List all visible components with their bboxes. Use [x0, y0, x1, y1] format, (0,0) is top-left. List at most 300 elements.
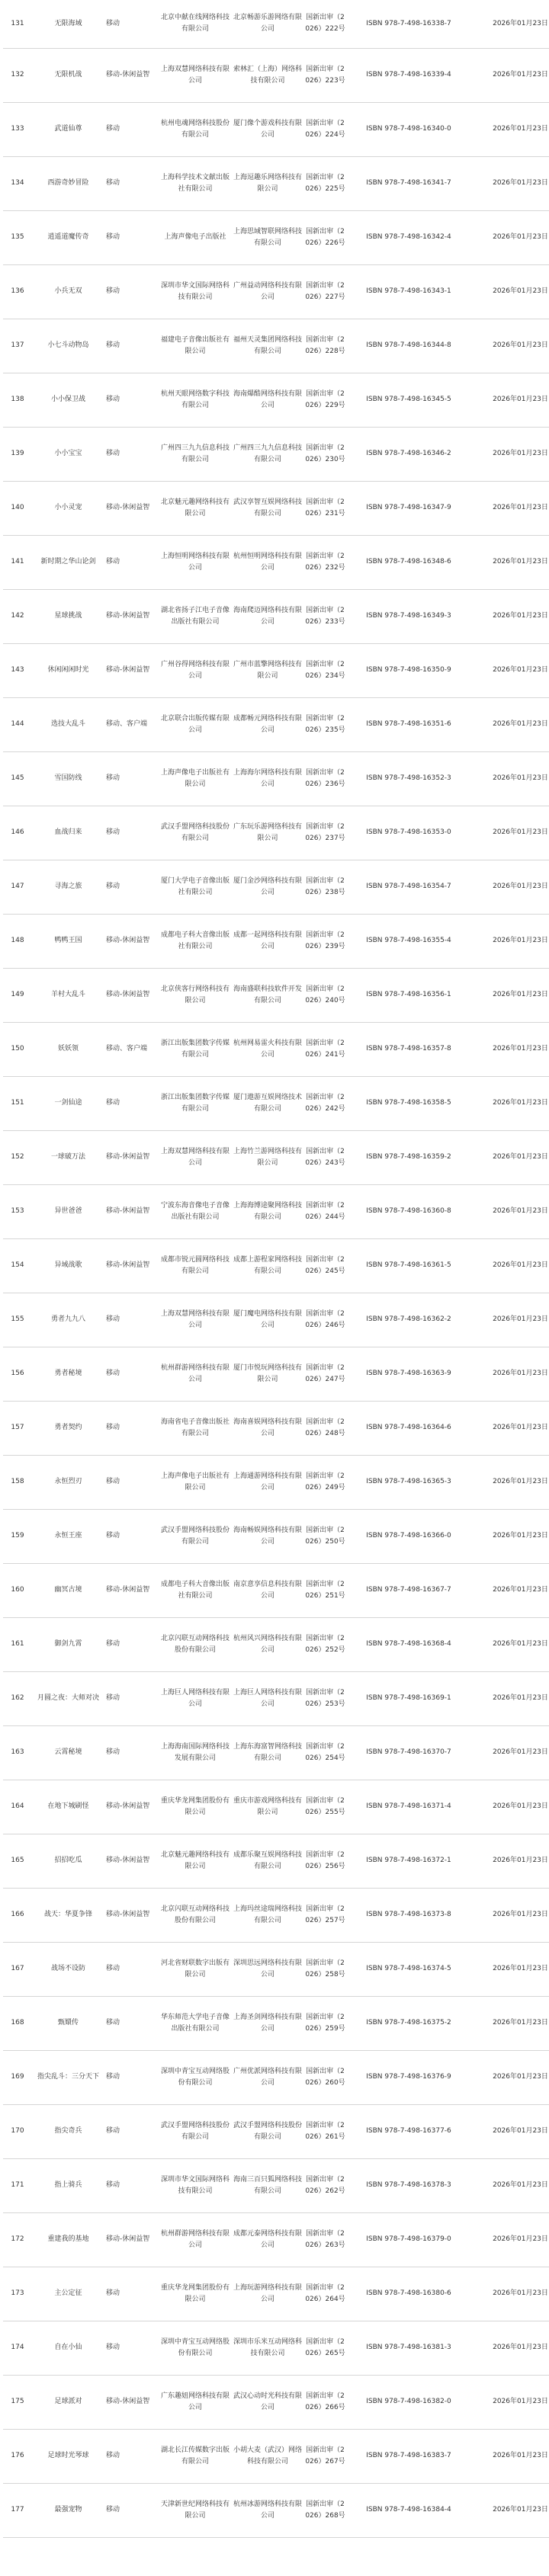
game-type: 移动 — [104, 1076, 159, 1130]
game-name: 新时期之华山论剑 — [32, 535, 104, 589]
operator-name: 广州益动网络科技有限公司 — [232, 264, 303, 319]
approval-number: 国新出审（2026）222号 — [303, 0, 347, 48]
approval-date: 2026年01月23日 — [470, 589, 549, 643]
table-row — [3, 968, 549, 1022]
game-name: 雪国防线 — [32, 751, 104, 806]
approval-date: 2026年01月23日 — [470, 2050, 549, 2104]
row-index: 175 — [3, 2375, 32, 2429]
isbn-number: ISBN 978-7-498-16350-9 — [347, 643, 470, 697]
table-row — [3, 319, 549, 373]
operator-name: 杭州风兴网络科技有限公司 — [232, 1617, 303, 1671]
approval-number: 国新出审（2026）230号 — [303, 427, 347, 481]
table-row — [3, 1780, 549, 1834]
game-type: 移动-休闲益智 — [104, 2375, 159, 2429]
isbn-number: ISBN 978-7-498-16352-3 — [347, 751, 470, 806]
game-name: 战场不设防 — [32, 1942, 104, 1996]
table-row — [3, 2483, 549, 2537]
approval-date: 2026年01月23日 — [470, 481, 549, 535]
game-name: 指上骑兵 — [32, 2158, 104, 2212]
approval-number: 国新出审（2026）241号 — [303, 1022, 347, 1076]
game-name: 逍遥道魔传奇 — [32, 210, 104, 264]
isbn-number: ISBN 978-7-498-16364-6 — [347, 1401, 470, 1455]
approval-number: 国新出审（2026）264号 — [303, 2267, 347, 2321]
approval-date: 2026年01月23日 — [470, 1888, 549, 1942]
operator-name: 杭州冰游网络科技有限公司 — [232, 2483, 303, 2537]
publisher-name: 华东师范大学电子音像出版社有限公司 — [159, 1996, 232, 2050]
approval-number: 国新出审（2026）254号 — [303, 1725, 347, 1780]
table-row — [3, 1671, 549, 1725]
isbn-number: ISBN 978-7-498-16368-4 — [347, 1617, 470, 1671]
game-type: 移动 — [104, 2429, 159, 2483]
game-type: 移动 — [104, 751, 159, 806]
approval-number: 国新出审（2026）262号 — [303, 2158, 347, 2212]
row-index: 146 — [3, 806, 32, 860]
approval-number: 国新出审（2026）243号 — [303, 1130, 347, 1184]
game-name: 无限海域 — [32, 0, 104, 48]
approval-date: 2026年01月23日 — [470, 156, 549, 210]
publisher-name: 杭州群游网络科技有限公司 — [159, 2212, 232, 2267]
publisher-name: 北京侠客行网络科技有限公司 — [159, 968, 232, 1022]
game-type: 移动 — [104, 210, 159, 264]
publisher-name: 武汉手盟网络科技股份有限公司 — [159, 1509, 232, 1563]
table-row — [3, 643, 549, 697]
publisher-name: 北京中献在线网络科技有限公司 — [159, 0, 232, 48]
game-name: 休闲闲闲时光 — [32, 643, 104, 697]
row-index: 173 — [3, 2267, 32, 2321]
game-name: 甄嬛传 — [32, 1996, 104, 2050]
publisher-name: 广州谷得网络科技有限公司 — [159, 643, 232, 697]
game-type: 移动 — [104, 156, 159, 210]
operator-name: 上海思域智联网络科技有限公司 — [232, 210, 303, 264]
operator-name: 海南爬迈网络科技有限公司 — [232, 589, 303, 643]
game-type: 移动、客户端 — [104, 697, 159, 751]
publisher-name: 湖北长江传媒数字出版有限公司 — [159, 2429, 232, 2483]
table-row — [3, 1942, 549, 1996]
row-index: 155 — [3, 1293, 32, 1347]
game-name: 一球破万法 — [32, 1130, 104, 1184]
row-index: 134 — [3, 156, 32, 210]
approval-date: 2026年01月23日 — [470, 1617, 549, 1671]
row-index: 150 — [3, 1022, 32, 1076]
approval-date: 2026年01月23日 — [470, 1780, 549, 1834]
game-name: 最强宠物 — [32, 2483, 104, 2537]
approval-date: 2026年01月23日 — [470, 264, 549, 319]
game-type: 移动 — [104, 427, 159, 481]
operator-name: 广州市蓝擎网络科技有限公司 — [232, 643, 303, 697]
game-type: 移动-休闲益智 — [104, 1238, 159, 1293]
isbn-number: ISBN 978-7-498-16361-5 — [347, 1238, 470, 1293]
approval-date: 2026年01月23日 — [470, 1347, 549, 1401]
publisher-name: 成都电子科大音像出版社有限公司 — [159, 914, 232, 968]
game-name: 云霄秘境 — [32, 1725, 104, 1780]
approval-date: 2026年01月23日 — [470, 2267, 549, 2321]
game-name: 鸭鸭王国 — [32, 914, 104, 968]
approval-date: 2026年01月23日 — [470, 2483, 549, 2537]
approval-date: 2026年01月23日 — [470, 2321, 549, 2375]
table-row — [3, 1293, 549, 1347]
publisher-name: 杭州天眼网络数字科技有限公司 — [159, 373, 232, 427]
isbn-number: ISBN 978-7-498-16382-0 — [347, 2375, 470, 2429]
approval-number: 国新出审（2026）233号 — [303, 589, 347, 643]
approval-number: 国新出审（2026）238号 — [303, 860, 347, 914]
game-type: 移动 — [104, 1293, 159, 1347]
table-row — [3, 860, 549, 914]
isbn-number: ISBN 978-7-498-16359-2 — [347, 1130, 470, 1184]
approval-date: 2026年01月23日 — [470, 1942, 549, 1996]
table-row — [3, 1130, 549, 1184]
operator-name: 广州优派网络科技有限公司 — [232, 2050, 303, 2104]
approval-date: 2026年01月23日 — [470, 373, 549, 427]
publisher-name: 浙江出版集团数字传媒有限公司 — [159, 1022, 232, 1076]
publisher-name: 重庆华龙网集团股份有限公司 — [159, 2267, 232, 2321]
publisher-name: 北京闪联互动网络科技股份有限公司 — [159, 1617, 232, 1671]
operator-name: 成都一起网络科技有限公司 — [232, 914, 303, 968]
game-type: 移动 — [104, 264, 159, 319]
approval-number: 国新出审（2026）255号 — [303, 1780, 347, 1834]
isbn-number: ISBN 978-7-498-16367-7 — [347, 1563, 470, 1617]
publisher-name: 深圳中青宝互动网络股份有限公司 — [159, 2321, 232, 2375]
table-row — [3, 102, 549, 156]
approval-date: 2026年01月23日 — [470, 1076, 549, 1130]
approval-date: 2026年01月23日 — [470, 860, 549, 914]
table-row — [3, 2267, 549, 2321]
isbn-number: ISBN 978-7-498-16383-7 — [347, 2429, 470, 2483]
game-type: 移动 — [104, 806, 159, 860]
operator-name: 成都畅元网络科技有限公司 — [232, 697, 303, 751]
row-index: 158 — [3, 1455, 32, 1509]
publisher-name: 上海巨人网络科技有限公司 — [159, 1671, 232, 1725]
publisher-name: 厦门大学电子音像出版社有限公司 — [159, 860, 232, 914]
approval-number: 国新出审（2026）258号 — [303, 1942, 347, 1996]
isbn-number: ISBN 978-7-498-16346-2 — [347, 427, 470, 481]
row-index: 172 — [3, 2212, 32, 2267]
row-index: 141 — [3, 535, 32, 589]
game-type: 移动-休闲益智 — [104, 589, 159, 643]
game-type: 移动、客户端 — [104, 1022, 159, 1076]
approval-number: 国新出审（2026）268号 — [303, 2483, 347, 2537]
game-name: 幽冥古境 — [32, 1563, 104, 1617]
game-name: 御剑九霄 — [32, 1617, 104, 1671]
isbn-number: ISBN 978-7-498-16369-1 — [347, 1671, 470, 1725]
game-name: 妖妖领 — [32, 1022, 104, 1076]
isbn-number: ISBN 978-7-498-16342-4 — [347, 210, 470, 264]
game-type: 移动 — [104, 1347, 159, 1401]
table-row — [3, 1509, 549, 1563]
isbn-number: ISBN 978-7-498-16384-4 — [347, 2483, 470, 2537]
table-row — [3, 210, 549, 264]
game-name: 招招吃瓜 — [32, 1834, 104, 1888]
approval-number: 国新出审（2026）245号 — [303, 1238, 347, 1293]
operator-name: 武汉手盟网络科技股份有限公司 — [232, 2104, 303, 2158]
operator-name: 福州天灵集团网络科技有限公司 — [232, 319, 303, 373]
operator-name: 海南三百只狐网络科技有限公司 — [232, 2158, 303, 2212]
approval-number: 国新出审（2026）257号 — [303, 1888, 347, 1942]
game-name: 指尖奇兵 — [32, 2104, 104, 2158]
row-index: 165 — [3, 1834, 32, 1888]
approval-date: 2026年01月23日 — [470, 2104, 549, 2158]
game-name: 在地下城刷怪 — [32, 1780, 104, 1834]
row-index: 161 — [3, 1617, 32, 1671]
publisher-name: 杭州群游网络科技有限公司 — [159, 1347, 232, 1401]
operator-name: 上海海尔网络科技有限公司 — [232, 751, 303, 806]
row-index: 147 — [3, 860, 32, 914]
operator-name: 重庆市游戏网络科技有限公司 — [232, 1780, 303, 1834]
publisher-name: 广州四三九九信息科技有限公司 — [159, 427, 232, 481]
game-name: 羊村大乱斗 — [32, 968, 104, 1022]
game-type: 移动-休闲益智 — [104, 968, 159, 1022]
operator-name: 上海海博途聚网络科技有限公司 — [232, 1184, 303, 1238]
operator-name: 厦门魔电网络科技有限公司 — [232, 1293, 303, 1347]
approval-number: 国新出审（2026）249号 — [303, 1455, 347, 1509]
operator-name: 武汉享智互娱网络科技有限公司 — [232, 481, 303, 535]
publisher-name: 深圳中青宝互动网络股份有限公司 — [159, 2050, 232, 2104]
row-index: 168 — [3, 1996, 32, 2050]
approval-number: 国新出审（2026）253号 — [303, 1671, 347, 1725]
approval-date: 2026年01月23日 — [470, 102, 549, 156]
publisher-name: 上海科学技术文献出版社有限公司 — [159, 156, 232, 210]
approval-number: 国新出审（2026）267号 — [303, 2429, 347, 2483]
approval-date: 2026年01月23日 — [470, 643, 549, 697]
approval-number: 国新出审（2026）247号 — [303, 1347, 347, 1401]
game-type: 移动-休闲益智 — [104, 1563, 159, 1617]
isbn-number: ISBN 978-7-498-16344-8 — [347, 319, 470, 373]
table-row — [3, 1834, 549, 1888]
row-index: 169 — [3, 2050, 32, 2104]
publisher-name: 深圳市华文国际网络科技有限公司 — [159, 2158, 232, 2212]
publisher-name: 成都电子科大音像出版社有限公司 — [159, 1563, 232, 1617]
approval-number: 国新出审（2026）228号 — [303, 319, 347, 373]
table-row — [3, 156, 549, 210]
operator-name: 厦门像个游戏科技有限公司 — [232, 102, 303, 156]
isbn-number: ISBN 978-7-498-16363-9 — [347, 1347, 470, 1401]
game-type: 移动 — [104, 0, 159, 48]
isbn-number: ISBN 978-7-498-16371-4 — [347, 1780, 470, 1834]
publisher-name: 上海双慧网络科技有限公司 — [159, 48, 232, 102]
approval-date: 2026年01月23日 — [470, 914, 549, 968]
approval-date: 2026年01月23日 — [470, 1671, 549, 1725]
operator-name: 厦门遨游互娱网络技术有限公司 — [232, 1076, 303, 1130]
publisher-name: 上海声像电子出版社有限公司 — [159, 1455, 232, 1509]
game-type: 移动-休闲益智 — [104, 643, 159, 697]
operator-name: 武汉心动时光科技有限公司 — [232, 2375, 303, 2429]
approval-number: 国新出审（2026）234号 — [303, 643, 347, 697]
row-index: 171 — [3, 2158, 32, 2212]
approval-date: 2026年01月23日 — [470, 427, 549, 481]
approval-list-table — [3, 0, 549, 2538]
approval-date: 2026年01月23日 — [470, 1130, 549, 1184]
publisher-name: 上海声像电子出版社有限公司 — [159, 751, 232, 806]
operator-name: 深圳市乐米互动网络科技有限公司 — [232, 2321, 303, 2375]
game-name: 勇者秘境 — [32, 1347, 104, 1401]
game-type: 移动 — [104, 373, 159, 427]
publisher-name: 上海海南国际网络科技发展有限公司 — [159, 1725, 232, 1780]
approval-date: 2026年01月23日 — [470, 1401, 549, 1455]
approval-number: 国新出审（2026）256号 — [303, 1834, 347, 1888]
approval-date: 2026年01月23日 — [470, 1725, 549, 1780]
table-row — [3, 1725, 549, 1780]
approval-number: 国新出审（2026）250号 — [303, 1509, 347, 1563]
operator-name: 海南畅娱网络科技有限公司 — [232, 1509, 303, 1563]
game-name: 勇者契约 — [32, 1401, 104, 1455]
operator-name: 上海逗趣乐网络科技有限公司 — [232, 156, 303, 210]
approval-number: 国新出审（2026）261号 — [303, 2104, 347, 2158]
operator-name: 上海东海富智网络科技有限公司 — [232, 1725, 303, 1780]
row-index: 138 — [3, 373, 32, 427]
table-row — [3, 2158, 549, 2212]
operator-name: 杭州网易雷火科技有限公司 — [232, 1022, 303, 1076]
isbn-number: ISBN 978-7-498-16347-9 — [347, 481, 470, 535]
publisher-name: 上海恒明网络科技有限公司 — [159, 535, 232, 589]
approval-list-body — [3, 0, 549, 2537]
row-index: 143 — [3, 643, 32, 697]
game-type: 移动 — [104, 860, 159, 914]
operator-name: 上海竹兰游网络科技有限公司 — [232, 1130, 303, 1184]
approval-number: 国新出审（2026）266号 — [303, 2375, 347, 2429]
publisher-name: 广东趣妞网络科技有限公司 — [159, 2375, 232, 2429]
game-type: 移动-休闲益智 — [104, 481, 159, 535]
game-type: 移动 — [104, 1671, 159, 1725]
game-type: 移动 — [104, 1725, 159, 1780]
approval-number: 国新出审（2026）226号 — [303, 210, 347, 264]
game-type: 移动-休闲益智 — [104, 1130, 159, 1184]
approval-date: 2026年01月23日 — [470, 1455, 549, 1509]
operator-name: 海南盛联科技软件开发有限公司 — [232, 968, 303, 1022]
approval-number: 国新出审（2026）252号 — [303, 1617, 347, 1671]
publisher-name: 宁波东海音像电子音像出版社有限公司 — [159, 1184, 232, 1238]
table-row — [3, 1617, 549, 1671]
game-name: 战天：华夏争锋 — [32, 1888, 104, 1942]
isbn-number: ISBN 978-7-498-16366-0 — [347, 1509, 470, 1563]
operator-name: 上海圣剑网络科技有限公司 — [232, 1996, 303, 2050]
publisher-name: 上海双慧网络科技有限公司 — [159, 1130, 232, 1184]
game-name: 永恒王座 — [32, 1509, 104, 1563]
game-name: 自在小仙 — [32, 2321, 104, 2375]
approval-date: 2026年01月23日 — [470, 1996, 549, 2050]
game-type: 移动 — [104, 1455, 159, 1509]
approval-number: 国新出审（2026）229号 — [303, 373, 347, 427]
game-type: 移动 — [104, 2321, 159, 2375]
isbn-number: ISBN 978-7-498-16377-6 — [347, 2104, 470, 2158]
approval-date: 2026年01月23日 — [470, 48, 549, 102]
approval-number: 国新出审（2026）239号 — [303, 914, 347, 968]
approval-date: 2026年01月23日 — [470, 0, 549, 48]
approval-date: 2026年01月23日 — [470, 2375, 549, 2429]
operator-name: 深圳思远网络科技有限公司 — [232, 1942, 303, 1996]
game-name: 月圆之夜：大师对决 — [32, 1671, 104, 1725]
row-index: 174 — [3, 2321, 32, 2375]
row-index: 142 — [3, 589, 32, 643]
operator-name: 成都上游程家网络科技有限公司 — [232, 1238, 303, 1293]
publisher-name: 武汉手盟网络科技股份有限公司 — [159, 2104, 232, 2158]
isbn-number: ISBN 978-7-498-16340-0 — [347, 102, 470, 156]
publisher-name: 湖北省扬子江电子音像出版社有限公司 — [159, 589, 232, 643]
game-type: 移动 — [104, 102, 159, 156]
game-name: 足球时光琴球 — [32, 2429, 104, 2483]
approval-date: 2026年01月23日 — [470, 806, 549, 860]
operator-name: 上海通游网络科技有限公司 — [232, 1455, 303, 1509]
game-name: 勇者九九八 — [32, 1293, 104, 1347]
row-index: 133 — [3, 102, 32, 156]
table-row — [3, 1563, 549, 1617]
approval-date: 2026年01月23日 — [470, 2158, 549, 2212]
row-index: 140 — [3, 481, 32, 535]
isbn-number: ISBN 978-7-498-16341-7 — [347, 156, 470, 210]
approval-number: 国新出审（2026）235号 — [303, 697, 347, 751]
approval-date: 2026年01月23日 — [470, 1238, 549, 1293]
publisher-name: 杭州电魂网络科技股份有限公司 — [159, 102, 232, 156]
publisher-name: 重庆华龙网集团股份有限公司 — [159, 1780, 232, 1834]
publisher-name: 武汉手盟网络科技股份有限公司 — [159, 806, 232, 860]
approval-number: 国新出审（2026）248号 — [303, 1401, 347, 1455]
row-index: 156 — [3, 1347, 32, 1401]
approval-date: 2026年01月23日 — [470, 2429, 549, 2483]
publisher-name: 上海双慧网络科技有限公司 — [159, 1293, 232, 1347]
game-name: 异域战歌 — [32, 1238, 104, 1293]
publisher-name: 浙江出版集团数字传媒有限公司 — [159, 1076, 232, 1130]
operator-name: 上海玩游网络科技有限公司 — [232, 2267, 303, 2321]
operator-name: 成都乐聚互娱网络科技有限公司 — [232, 1834, 303, 1888]
approval-number: 国新出审（2026）263号 — [303, 2212, 347, 2267]
row-index: 139 — [3, 427, 32, 481]
table-row — [3, 2104, 549, 2158]
operator-name: 北京畅游乐游网络有限公司 — [232, 0, 303, 48]
table-row — [3, 751, 549, 806]
approval-number: 国新出审（2026）223号 — [303, 48, 347, 102]
table-row — [3, 264, 549, 319]
operator-name: 上海巨人网络科技有限公司 — [232, 1671, 303, 1725]
approval-number: 国新出审（2026）251号 — [303, 1563, 347, 1617]
approval-number: 国新出审（2026）236号 — [303, 751, 347, 806]
game-name: 小兵无双 — [32, 264, 104, 319]
approval-date: 2026年01月23日 — [470, 2212, 549, 2267]
game-name: 一剑仙途 — [32, 1076, 104, 1130]
approval-number: 国新出审（2026）225号 — [303, 156, 347, 210]
approval-number: 国新出审（2026）232号 — [303, 535, 347, 589]
game-type: 移动-休闲益智 — [104, 1888, 159, 1942]
game-type: 移动-休闲益智 — [104, 1780, 159, 1834]
game-name: 主公定征 — [32, 2267, 104, 2321]
row-index: 135 — [3, 210, 32, 264]
isbn-number: ISBN 978-7-498-16374-5 — [347, 1942, 470, 1996]
game-type: 移动-休闲益智 — [104, 1834, 159, 1888]
game-type: 移动-休闲益智 — [104, 1184, 159, 1238]
isbn-number: ISBN 978-7-498-16357-8 — [347, 1022, 470, 1076]
game-name: 异世爸爸 — [32, 1184, 104, 1238]
approval-date: 2026年01月23日 — [470, 1834, 549, 1888]
table-row — [3, 2321, 549, 2375]
row-index: 136 — [3, 264, 32, 319]
table-row — [3, 1238, 549, 1293]
game-type: 移动-休闲益智 — [104, 914, 159, 968]
isbn-number: ISBN 978-7-498-16378-3 — [347, 2158, 470, 2212]
game-name: 星球挑战 — [32, 589, 104, 643]
publisher-name: 北京闪联互动网络科技股份有限公司 — [159, 1888, 232, 1942]
game-type: 移动 — [104, 1509, 159, 1563]
isbn-number: ISBN 978-7-498-16375-2 — [347, 1996, 470, 2050]
row-index: 160 — [3, 1563, 32, 1617]
table-row — [3, 1888, 549, 1942]
row-index: 154 — [3, 1238, 32, 1293]
operator-name: 索林汇（上海）网络科技有限公司 — [232, 48, 303, 102]
publisher-name: 北京魅元趣网络科技有限公司 — [159, 481, 232, 535]
game-type: 移动 — [104, 2483, 159, 2537]
table-row — [3, 589, 549, 643]
approval-number: 国新出审（2026）242号 — [303, 1076, 347, 1130]
table-row — [3, 806, 549, 860]
game-type: 移动 — [104, 1942, 159, 1996]
operator-name: 厦门市悦玩网络科技有限公司 — [232, 1347, 303, 1401]
isbn-number: ISBN 978-7-498-16376-9 — [347, 2050, 470, 2104]
